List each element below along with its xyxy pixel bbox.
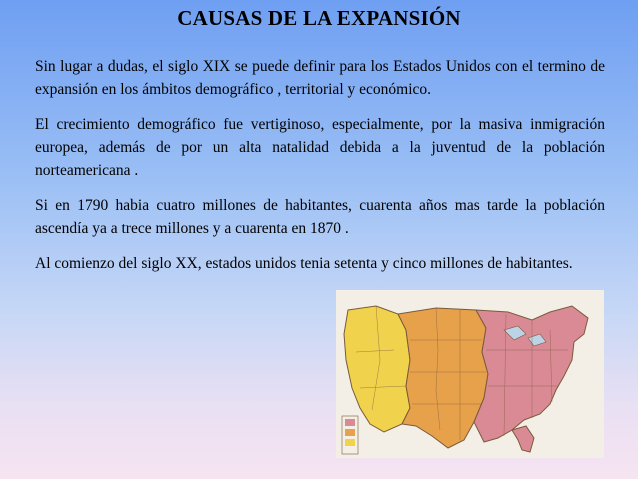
slide-title: CAUSAS DE LA EXPANSIÓN — [177, 6, 461, 30]
body-text — [35, 55, 605, 287]
map-legend — [342, 416, 358, 454]
paragraph-4: Al comienzo del siglo XX, estados unidos tenia setenta y cinco millones de habitantes. — [35, 255, 573, 272]
us-expansion-map-image — [336, 290, 604, 458]
paragraph-1: Sin lugar a dudas, el siglo XIX se puede definir para los Estados Unidos con el termino de expansión en los ámbitos demográfico , territorial y económico. — [35, 58, 605, 98]
us-map-illustration — [336, 290, 604, 458]
paragraph-3: Si en 1790 habia cuatro millones de habitantes, cuarenta años mas tarde la población ascendía ya a trece millones y a cuarenta en 1870 . — [35, 197, 605, 237]
paragraph-2: El crecimiento demográfico fue vertiginoso, especialmente, por la masiva inmigración europea, además de por un alta natalidad debida a la juventud de la población norteamericana . — [35, 116, 605, 179]
